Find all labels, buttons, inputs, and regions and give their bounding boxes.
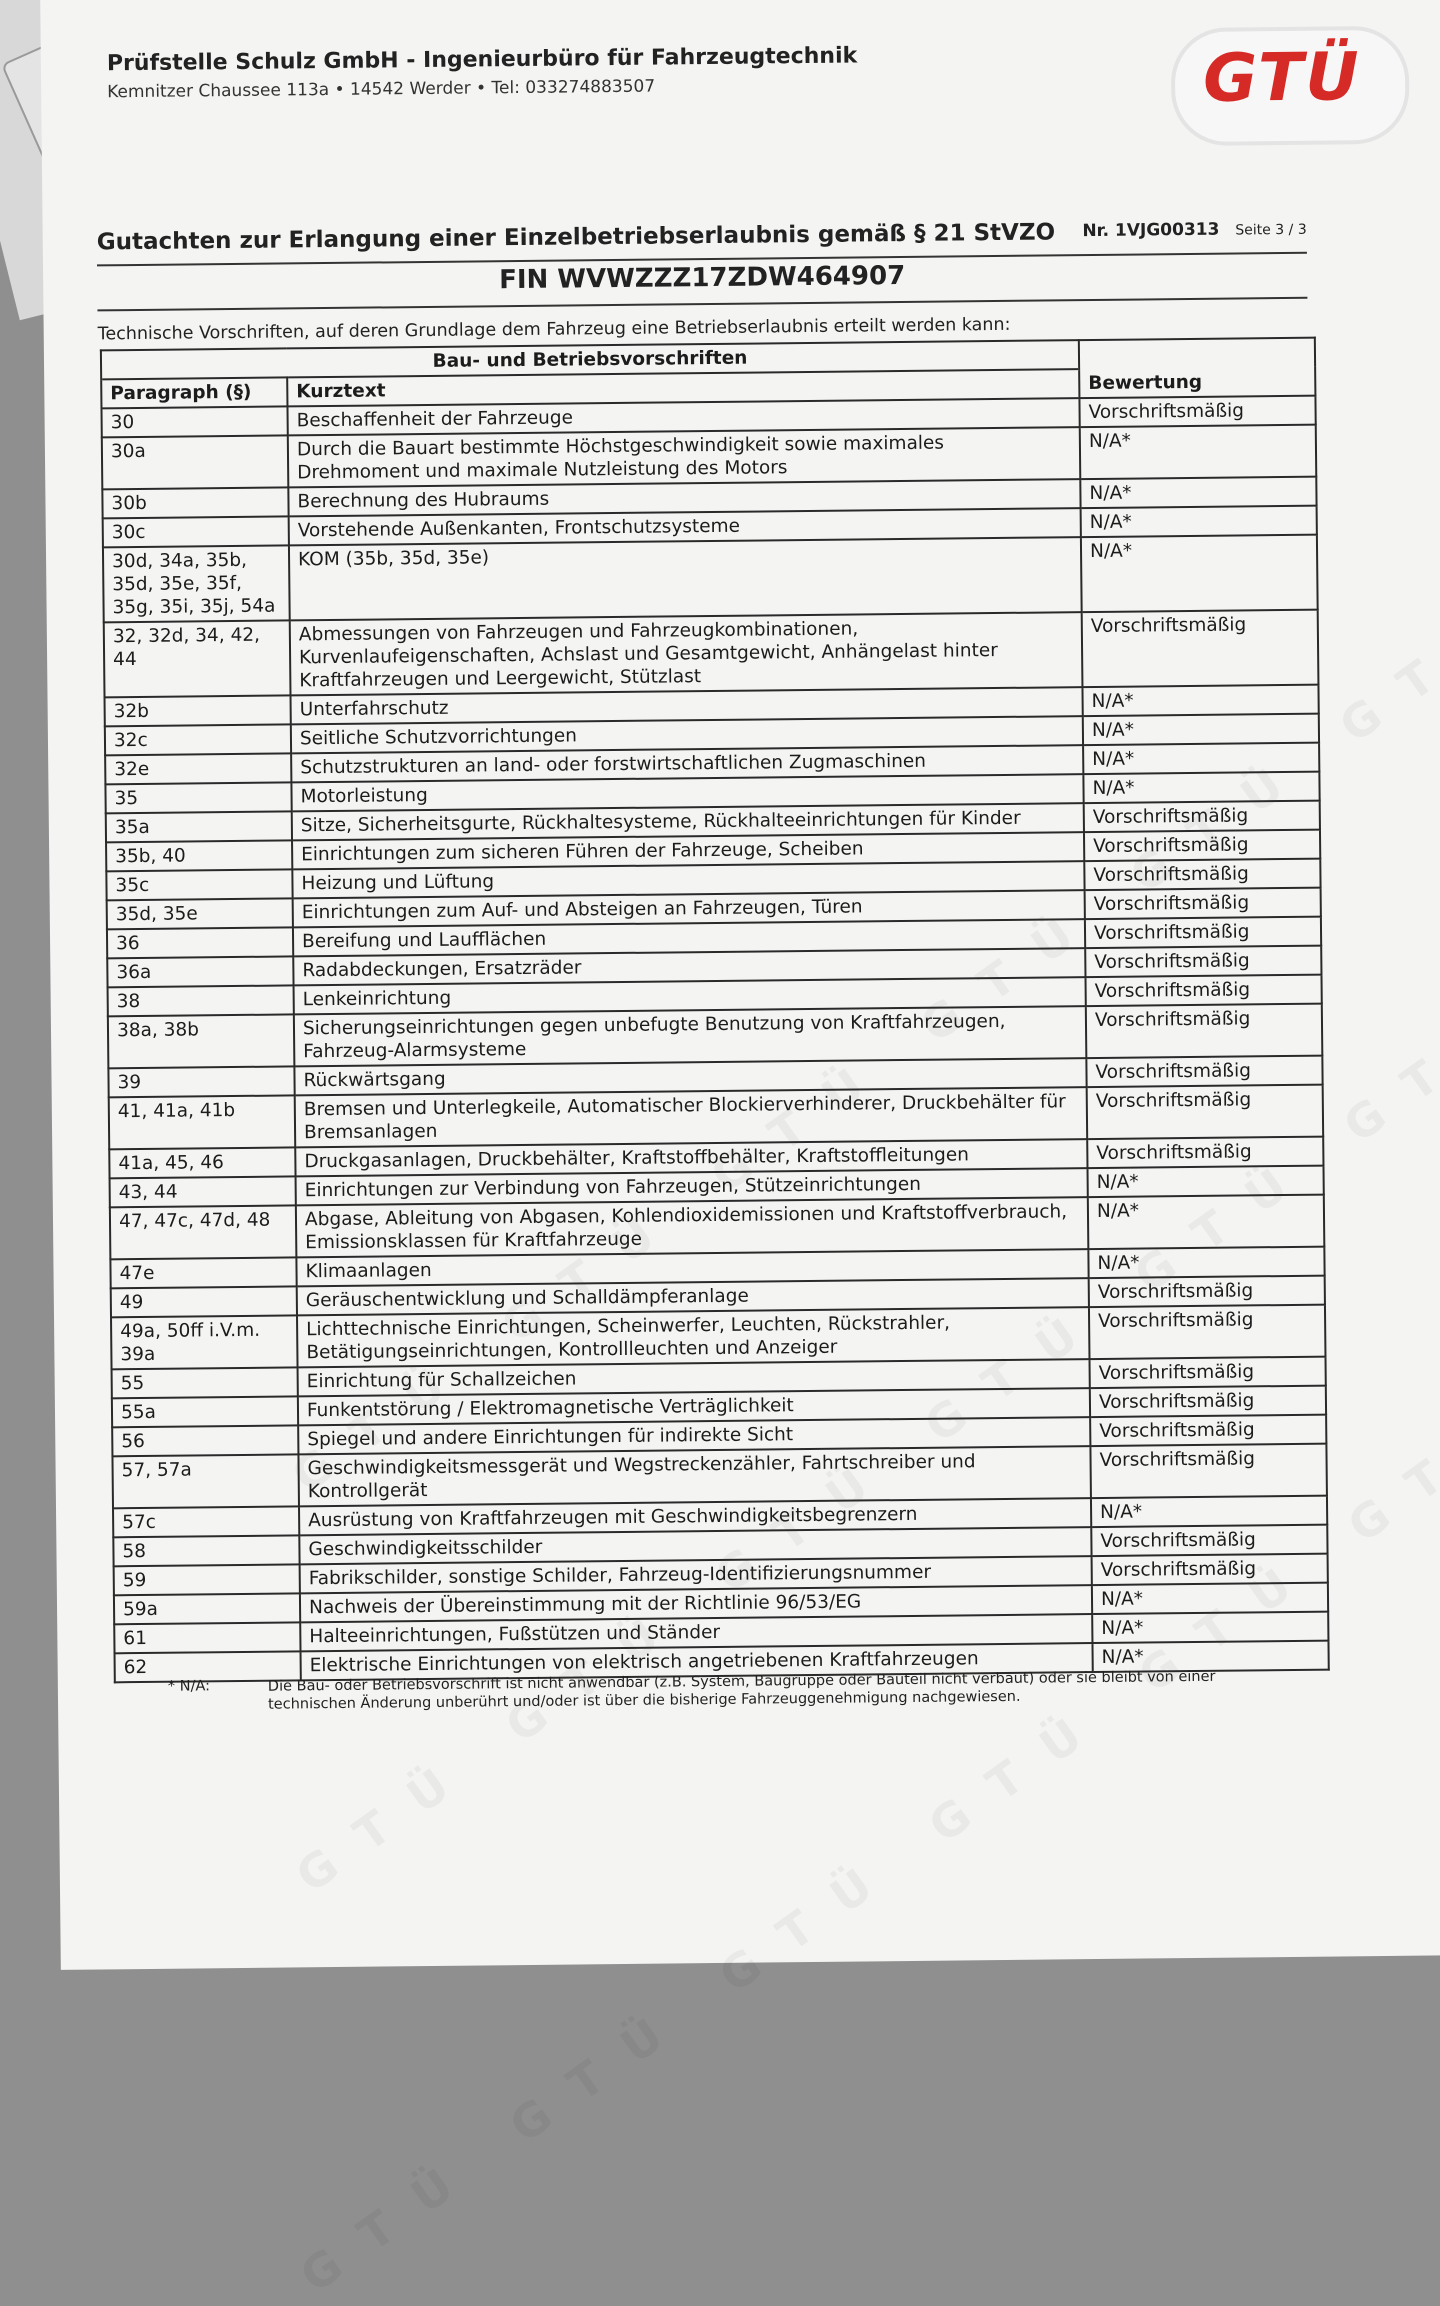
cell-text: Fabrikschilder, sonstige Schilder, Fahrzeug-Identifizierungsnummer <box>300 1556 1092 1593</box>
cell-rating: N/A* <box>1083 743 1319 774</box>
cell-text: Einrichtungen zum Auf- und Absteigen an Fahrzeugen, Türen <box>293 890 1085 927</box>
cell-paragraph: 30a <box>102 435 289 489</box>
cell-rating: N/A* <box>1088 1247 1324 1278</box>
cell-rating: Vorschriftsmäßig <box>1092 1554 1328 1585</box>
cell-text: Geschwindigkeitsschilder <box>299 1527 1091 1564</box>
footnote-key: * N/A: <box>167 1678 211 1695</box>
cell-rating: N/A* <box>1082 685 1318 716</box>
cell-paragraph: 41, 41a, 41b <box>109 1095 296 1149</box>
cell-paragraph: 30d, 34a, 35b, 35d, 35e, 35f, 35g, 35i, 35j, 54a <box>103 545 290 622</box>
cell-text: Vorstehende Außenkanten, Frontschutzsysteme <box>289 508 1081 545</box>
cell-rating: Vorschriftsmäßig <box>1082 610 1319 687</box>
cell-rating: N/A* <box>1092 1583 1328 1614</box>
cell-rating: Vorschriftsmäßig <box>1084 801 1320 832</box>
cell-rating: N/A* <box>1080 425 1317 479</box>
cell-paragraph: 55a <box>112 1396 298 1427</box>
cell-rating: N/A* <box>1081 535 1318 612</box>
cell-rating: Vorschriftsmäßig <box>1085 975 1321 1006</box>
cell-paragraph: 32e <box>105 753 291 784</box>
fin-number: FIN WVWZZZ17ZDW464907 <box>498 260 906 296</box>
cell-text: Geräuschentwicklung und Schalldämpferanlage <box>297 1278 1089 1315</box>
cell-text: Einrichtungen zur Verbindung von Fahrzeugen, Stützeinrichtungen <box>296 1168 1088 1205</box>
cell-rating: Vorschriftsmäßig <box>1079 396 1315 427</box>
cell-paragraph: 32b <box>105 695 291 726</box>
cell-text: Beschaffenheit der Fahrzeuge <box>287 398 1079 435</box>
cell-rating: N/A* <box>1083 714 1319 745</box>
cell-rating: Vorschriftsmäßig <box>1085 888 1321 919</box>
divider <box>97 297 1307 312</box>
cell-paragraph: 62 <box>115 1651 301 1682</box>
company-address: Kemnitzer Chaussee 113a • 14542 Werder • Tel: 033274883507 <box>107 76 656 103</box>
cell-text: KOM (35b, 35d, 35e) <box>289 537 1082 620</box>
cell-rating: Vorschriftsmäßig <box>1089 1276 1325 1307</box>
cell-paragraph: 56 <box>112 1425 298 1456</box>
cell-text: Heizung und Lüftung <box>292 861 1084 898</box>
cell-paragraph: 57, 57a <box>112 1454 299 1508</box>
cell-rating: N/A* <box>1088 1195 1325 1249</box>
cell-rating: Vorschriftsmäßig <box>1089 1305 1326 1359</box>
cell-text: Abgase, Ableitung von Abgasen, Kohlendioxidemissionen und Kraftstoffverbrauch, Emissionsklassen für Kraftfahrzeuge <box>296 1197 1089 1257</box>
cell-paragraph: 35c <box>106 869 292 900</box>
table-row <box>103 535 1318 623</box>
cell-rating: Vorschriftsmäßig <box>1091 1525 1327 1556</box>
cell-rating: N/A* <box>1083 772 1319 803</box>
cell-text: Funkentstörung / Elektromagnetische Verträglichkeit <box>298 1388 1090 1425</box>
company-name: Prüfstelle Schulz GmbH - Ingenieurbüro für Fahrzeugtechnik <box>106 43 858 77</box>
cell-paragraph: 32, 32d, 34, 42, 44 <box>104 620 291 697</box>
cell-text: Berechnung des Hubraums <box>288 479 1080 516</box>
cell-paragraph: 49 <box>111 1286 297 1317</box>
cell-paragraph: 36a <box>107 956 293 987</box>
regulations-table <box>100 337 1330 1684</box>
cell-text: Durch die Bauart bestimmte Höchstgeschwindigkeit sowie maximales Drehmoment und maximale Nutzleistung des Motors <box>288 427 1081 487</box>
cell-text: Schutzstrukturen an land- oder forstwirtschaftlichen Zugmaschinen <box>291 745 1083 782</box>
cell-rating: N/A* <box>1087 1166 1323 1197</box>
document-sheet <box>40 0 1440 1970</box>
cell-paragraph: 47e <box>110 1257 296 1288</box>
table-row <box>104 610 1319 698</box>
cell-rating: Vorschriftsmäßig <box>1090 1415 1326 1446</box>
document-title: Gutachten zur Erlangung einer Einzelbetriebserlaubnis gemäß § 21 StVZO <box>96 219 1056 256</box>
cell-text: Geschwindigkeitsmessgerät und Wegstreckenzähler, Fahrtschreiber und Kontrollgerät <box>298 1446 1091 1506</box>
cell-text: Unterfahrschutz <box>291 687 1083 724</box>
cell-text: Radabdeckungen, Ersatzräder <box>293 948 1085 985</box>
cell-paragraph: 36 <box>107 927 293 958</box>
cell-paragraph: 58 <box>113 1535 299 1566</box>
cell-rating: Vorschriftsmäßig <box>1086 1004 1323 1058</box>
group-header: Bau- und Betriebsvorschriften <box>101 340 1079 379</box>
cell-text: Bremsen und Unterlegkeile, Automatischer Blockierverhinderer, Druckbehälter für Bremsanlagen <box>295 1087 1088 1147</box>
cell-rating: Vorschriftsmäßig <box>1085 917 1321 948</box>
cell-rating: Vorschriftsmäßig <box>1090 1386 1326 1417</box>
cell-rating: Vorschriftsmäßig <box>1090 1444 1327 1498</box>
cell-rating: N/A* <box>1080 477 1316 508</box>
cell-text: Sitze, Sicherheitsgurte, Rückhaltesysteme, Rückhalteeinrichtungen für Kinder <box>292 803 1084 840</box>
cell-text: Ausrüstung von Kraftfahrzeugen mit Geschwindigkeitsbegrenzern <box>299 1498 1091 1535</box>
cell-text: Abmessungen von Fahrzeugen und Fahrzeugkombinationen, Kurvenlaufeigenschaften, Achslast und Gesamtgewicht, Anhängelast hinter Kraftfahrzeugen und Leergewicht, Stützlast <box>290 612 1083 695</box>
cell-rating: N/A* <box>1081 506 1317 537</box>
cell-paragraph: 35d, 35e <box>107 898 293 929</box>
cell-text: Spiegel und andere Einrichtungen für indirekte Sicht <box>298 1417 1090 1454</box>
cell-paragraph: 59 <box>114 1564 300 1595</box>
cell-text: Elektrische Einrichtungen von elektrisch angetriebenen Kraftfahrzeugen <box>301 1643 1093 1680</box>
cell-paragraph: 32c <box>105 724 291 755</box>
cell-paragraph: 35 <box>105 782 291 813</box>
cell-text: Einrichtung für Schallzeichen <box>298 1359 1090 1396</box>
cell-text: Rückwärtsgang <box>294 1058 1086 1095</box>
cell-rating: Vorschriftsmäßig <box>1086 1056 1322 1087</box>
cell-paragraph: 41a, 45, 46 <box>109 1147 295 1178</box>
column-header-paragraph: Paragraph (§) <box>101 377 287 408</box>
cell-text: Lenkeinrichtung <box>294 977 1086 1014</box>
cell-text: Lichttechnische Einrichtungen, Scheinwerfer, Leuchten, Rückstrahler, Betätigungseinrichtungen, Kontrollleuchten und Anzeiger <box>297 1307 1090 1367</box>
cell-rating: N/A* <box>1092 1612 1328 1643</box>
cell-text: Halteeinrichtungen, Fußstützen und Ständer <box>300 1614 1092 1651</box>
cell-rating: N/A* <box>1092 1641 1328 1672</box>
footnote-text: Die Bau- oder Betriebsvorschrift ist nicht anwendbar (z.B. System, Baugruppe oder Bauteil nicht verbaut) oder sie bleibt von einer technischen Änderung unberührt und/oder ist über die bisherige Fahrzeuggenehmigung nachgewiesen. <box>267 1668 1216 1713</box>
cell-rating: Vorschriftsmäßig <box>1089 1357 1325 1388</box>
cell-paragraph: 59a <box>114 1593 300 1624</box>
cell-text: Einrichtungen zum sicheren Führen der Fahrzeuge, Scheiben <box>292 832 1084 869</box>
cell-paragraph: 61 <box>114 1622 300 1653</box>
cell-paragraph: 55 <box>112 1367 298 1398</box>
cell-paragraph: 39 <box>108 1066 294 1097</box>
cell-paragraph: 47, 47c, 47d, 48 <box>110 1205 297 1259</box>
cell-text: Druckgasanlagen, Druckbehälter, Kraftstoffbehälter, Kraftstoffleitungen <box>295 1139 1087 1176</box>
cell-paragraph: 38a, 38b <box>108 1014 295 1068</box>
cell-text: Klimaanlagen <box>296 1249 1088 1286</box>
document-number-block <box>1082 219 1306 241</box>
document-title-row <box>97 217 1307 256</box>
cell-paragraph: 43, 44 <box>110 1176 296 1207</box>
cell-paragraph: 30 <box>101 406 287 437</box>
cell-rating: N/A* <box>1091 1496 1327 1527</box>
intro-text: Technische Vorschriften, auf deren Grundlage dem Fahrzeug eine Betriebserlaubnis erteilt werden kann: <box>97 314 1011 345</box>
cell-text: Seitliche Schutzvorrichtungen <box>291 716 1083 753</box>
cell-paragraph: 30b <box>102 487 288 518</box>
cell-text: Nachweis der Übereinstimmung mit der Richtlinie 96/53/EG <box>300 1585 1092 1622</box>
cell-paragraph: 57c <box>113 1506 299 1537</box>
column-header-text: Kurztext <box>287 369 1079 406</box>
cell-paragraph: 38 <box>108 985 294 1016</box>
cell-rating: Vorschriftsmäßig <box>1087 1085 1324 1139</box>
cell-paragraph: 35b, 40 <box>106 840 292 871</box>
cell-text: Motorleistung <box>291 774 1083 811</box>
gtu-logo <box>1171 26 1410 146</box>
logo-text: GTÜ <box>1202 38 1362 117</box>
page-indicator: Seite 3 / 3 <box>1235 221 1307 239</box>
table-body <box>101 396 1328 1683</box>
cell-paragraph: 49a, 50ff i.V.m. 39a <box>111 1315 298 1369</box>
cell-rating: Vorschriftsmäßig <box>1084 859 1320 890</box>
cell-rating: Vorschriftsmäßig <box>1085 946 1321 977</box>
cell-paragraph: 30c <box>103 516 289 547</box>
cell-text: Sicherungseinrichtungen gegen unbefugte Benutzung von Kraftfahrzeugen, Fahrzeug-Alarmsysteme <box>294 1006 1087 1066</box>
column-header-rating: Bewertung <box>1079 338 1316 398</box>
cell-paragraph: 35a <box>106 811 292 842</box>
cell-rating: Vorschriftsmäßig <box>1087 1137 1323 1168</box>
cell-rating: Vorschriftsmäßig <box>1084 830 1320 861</box>
document-number: Nr. 1VJG00313 <box>1082 219 1220 242</box>
cell-text: Bereifung und Laufflächen <box>293 919 1085 956</box>
company-header <box>107 43 858 102</box>
